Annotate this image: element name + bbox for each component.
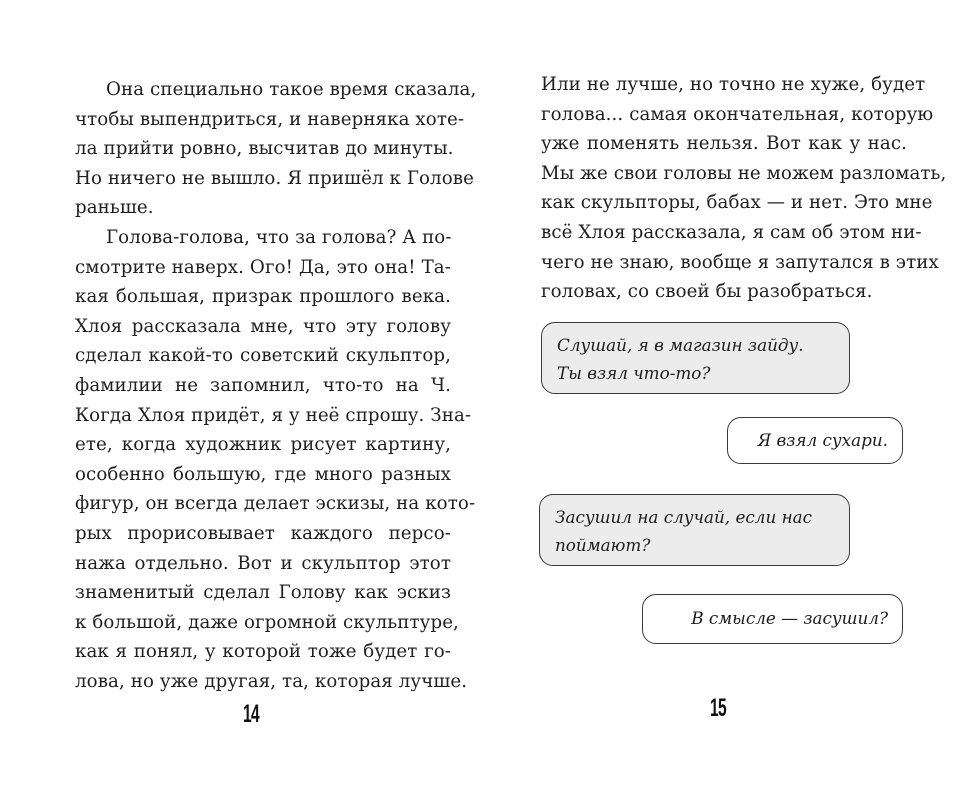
text-line: Или не лучше, но точно не хуже, будет	[541, 74, 926, 95]
chat-bubble-incoming	[541, 322, 850, 394]
text-line: Когда Хлоя придёт, я у неё спрошу. Зна-	[75, 404, 472, 426]
text-line: ла прийти ровно, высчитав до минуты.	[75, 138, 454, 160]
text-line: сделал какой-то советский скульптор,	[75, 345, 451, 367]
text-line: Голова-голова, что за голова? А по-	[106, 226, 452, 248]
text-line: лова, но уже другая, та, которая лучше.	[75, 670, 468, 692]
text-line: чего не знаю, вообще я запутался в этих	[541, 251, 939, 273]
text-line: фигур, он всегда делает эскизы, на кото-	[75, 493, 476, 515]
chat-bubble-outgoing	[727, 417, 903, 464]
text-line: особенно большую, где много разных	[75, 463, 451, 485]
chat-bubble-outgoing	[642, 594, 903, 644]
text-line: всё Хлоя рассказала, я сам об этом ни-	[541, 221, 922, 243]
chat-bubble-line: Засушил на случай, если нас	[555, 507, 813, 527]
text-line: Хлоя рассказала мне, что эту голову	[75, 315, 451, 337]
right-page	[486, 0, 973, 800]
text-line: смотрите наверх. Ого! Да, это она! Та-	[75, 256, 451, 278]
text-line: голова... самая окончательная, которую	[541, 103, 934, 125]
text-line: кая большая, призрак прошлого века.	[75, 286, 451, 308]
text-line: чтобы выпендриться, и наверняка хоте-	[75, 108, 465, 130]
text-line: Она специально такое время сказала,	[106, 79, 477, 100]
chat-bubble-line: Я взял сухари.	[757, 430, 888, 450]
text-line: знаменитый сделал Голову как эскиз	[75, 582, 451, 604]
text-line: раньше.	[75, 197, 154, 219]
text-line: как скульпторы, бабах — и нет. Это мне	[541, 192, 933, 214]
text-line: фамилии не запомнил, что-то на Ч.	[75, 374, 451, 396]
chat-bubble-line: поймают?	[555, 535, 651, 555]
chat-bubble-line: В смысле — засушил?	[691, 608, 888, 628]
page-number-right: 15	[710, 694, 727, 722]
text-line: уже поменять нельзя. Вот как у нас.	[541, 133, 907, 155]
chat-bubble-incoming	[539, 494, 850, 566]
text-line: ете, когда художник рисует картину,	[75, 434, 451, 456]
left-page	[0, 0, 486, 800]
text-line: рых прорисовывает каждого персо-	[75, 522, 451, 544]
text-line: нажа отдельно. Вот и скульптор этот	[75, 552, 451, 574]
chat-bubble-line: Слушай, я в магазин зайду.	[557, 335, 804, 355]
page-number-left: 14	[243, 700, 260, 728]
left-page-text	[75, 75, 477, 696]
text-line: как я понял, у которой тоже будет го-	[75, 641, 451, 663]
text-line: головах, со своей бы разобраться.	[541, 281, 873, 303]
text-line: Мы же свои головы не можем разломать,	[541, 162, 947, 184]
text-line: к большой, даже огромной скульптуре,	[75, 611, 459, 633]
chat-bubble-line: Ты взял что-то?	[557, 363, 711, 383]
text-line: Но ничего не вышло. Я пришёл к Голове	[75, 167, 474, 189]
right-page-text	[541, 70, 947, 307]
